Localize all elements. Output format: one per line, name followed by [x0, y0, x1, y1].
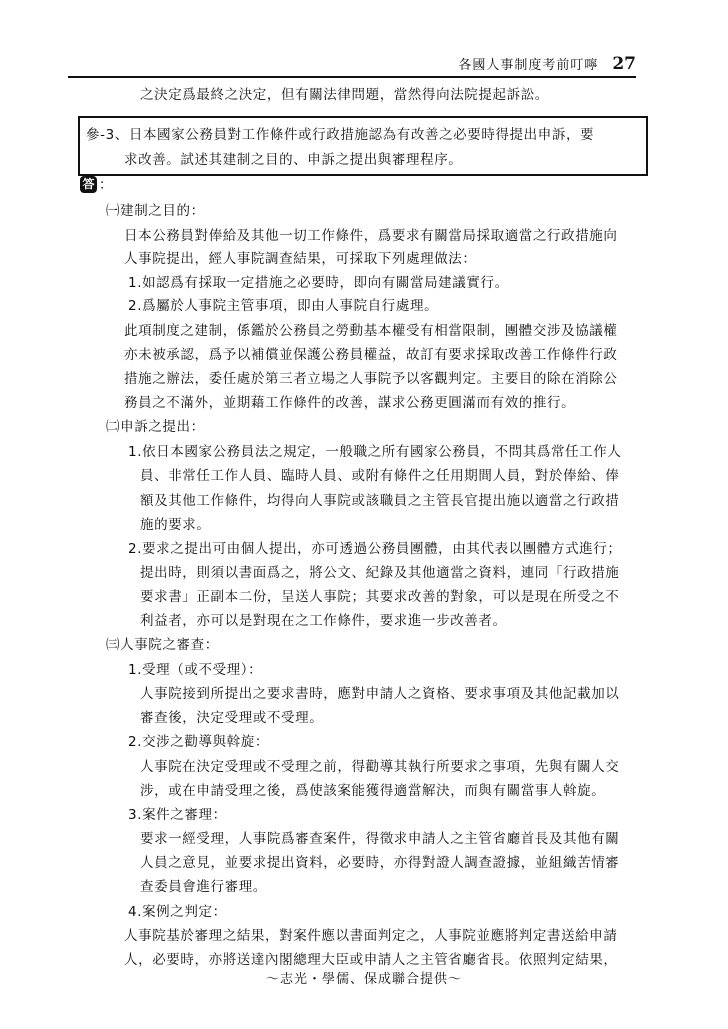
text-line: 審查後，決定受理或不受理。 — [140, 710, 324, 726]
text-line: 人事院基於審理之結果，對案件應以書面判定之，人事院並應將判定書送給申請 — [124, 928, 618, 944]
text-line: 利益者，亦可以是對現在之工作條件，要求進一步改善者。 — [140, 613, 507, 629]
header-rule — [68, 76, 636, 78]
text-line: 人，必要時，亦將送達內閣總理大臣或申請人之主管省廳省長。依照判定結果， — [124, 952, 618, 968]
text-line: 提出時，則須以書面爲之，將公文、紀錄及其他適當之資料，連同「行政措施 — [140, 565, 620, 581]
section-heading-3: ㈢人事院之審查： — [106, 637, 219, 653]
page-footer: ～志光・學儒、保成聯合提供～ — [265, 972, 462, 987]
text-line: 人事院在決定受理或不受理之前，得勸導其執行所要求之事項，先與有關人交 — [140, 759, 620, 775]
text-line: 人員之意見，並要求提出資料，必要時，亦得對證人調查證據，並組織苦情審 — [140, 855, 620, 871]
question-line-1: 參-3、日本國家公務員對工作條件或行政措施認為有改善之必要時得提出申訴，要 — [86, 127, 595, 143]
text-line: 員、非常任工作人員、臨時人員、或附有條件之任用期間人員，對於俸給、俸 — [140, 468, 620, 484]
list-item: 3.案件之審理： — [128, 807, 227, 823]
text-line: 施的要求。 — [140, 517, 211, 533]
list-item: 2.要求之提出可由個人提出，亦可透過公務員團體，由其代表以團體方式進行； — [128, 541, 622, 557]
text-line: 人事院接到所提出之要求書時，應對申請人之資格、要求事項及其他記載加以 — [140, 686, 620, 702]
text-line: 涉，或在申請受理之後，爲使該案能獲得適當解決，而與有關當事人斡旋。 — [140, 783, 606, 799]
text-line: 日本公務員對俸給及其他一切工作條件，爲要求有關當局採取適當之行政措施向 — [124, 228, 618, 244]
list-item: 4.案例之判定： — [128, 904, 227, 920]
page-header — [458, 54, 636, 74]
question-line-2: 求改善。試述其建制之目的、申訴之提出與審理程序。 — [124, 152, 463, 168]
text-line: 務員之不滿外，並期藉工作條件的改善，謀求公務更圓滿而有效的推行。 — [124, 395, 576, 411]
answer-icon: 答 — [80, 176, 97, 193]
text-line: 要求一經受理，人事院爲審查案件，得徵求申請人之主管省廳首長及其他有關 — [140, 831, 620, 847]
page-number: 27 — [612, 54, 636, 74]
section-heading-1: ㈠建制之目的： — [106, 203, 205, 219]
text-line: 亦未被承認，爲予以補償並保護公務員權益，故訂有要求採取改善工作條件行政 — [124, 347, 618, 363]
text-line: 要求書」正副本二份，呈送人事院；其要求改善的對象，可以是現在所受之不 — [140, 589, 620, 605]
text-line: 此項制度之建制，係鑑於公務員之勞動基本權受有相當限制，團體交涉及協議權 — [124, 323, 618, 339]
list-item: 1.依日本國家公務員法之規定，一般職之所有國家公務員，不問其爲常任工作人 — [128, 444, 622, 460]
list-item: 2.爲屬於人事院主管事項，即由人事院自行處理。 — [128, 298, 439, 314]
list-item: 2.交涉之勸導與斡旋： — [128, 734, 269, 750]
list-item: 1.受理（或不受理）： — [128, 662, 263, 678]
section-heading-2: ㈡申訴之提出： — [106, 419, 205, 435]
text-line: 額及其他工作條件，均得向人事院或該職員之主管長官提出施以適當之行政措 — [140, 493, 620, 509]
text-line: 人事院提出，經人事院調查結果，可採取下列處理做法： — [124, 251, 477, 267]
text-line: 措施之辦法，委任處於第三者立場之人事院予以客觀判定。主要目的除在消除公 — [124, 371, 618, 387]
answer-colon: ： — [99, 177, 114, 193]
list-item: 1.如認爲有採取一定措施之必要時，即向有關當局建議實行。 — [128, 275, 509, 291]
text-line: 查委員會進行審理。 — [140, 879, 267, 895]
header-title: 各國人事制度考前叮嚀 — [458, 58, 599, 73]
intro-line: 之決定爲最終之決定，但有關法律問題，當然得向法院提起訴訟。 — [140, 87, 549, 103]
